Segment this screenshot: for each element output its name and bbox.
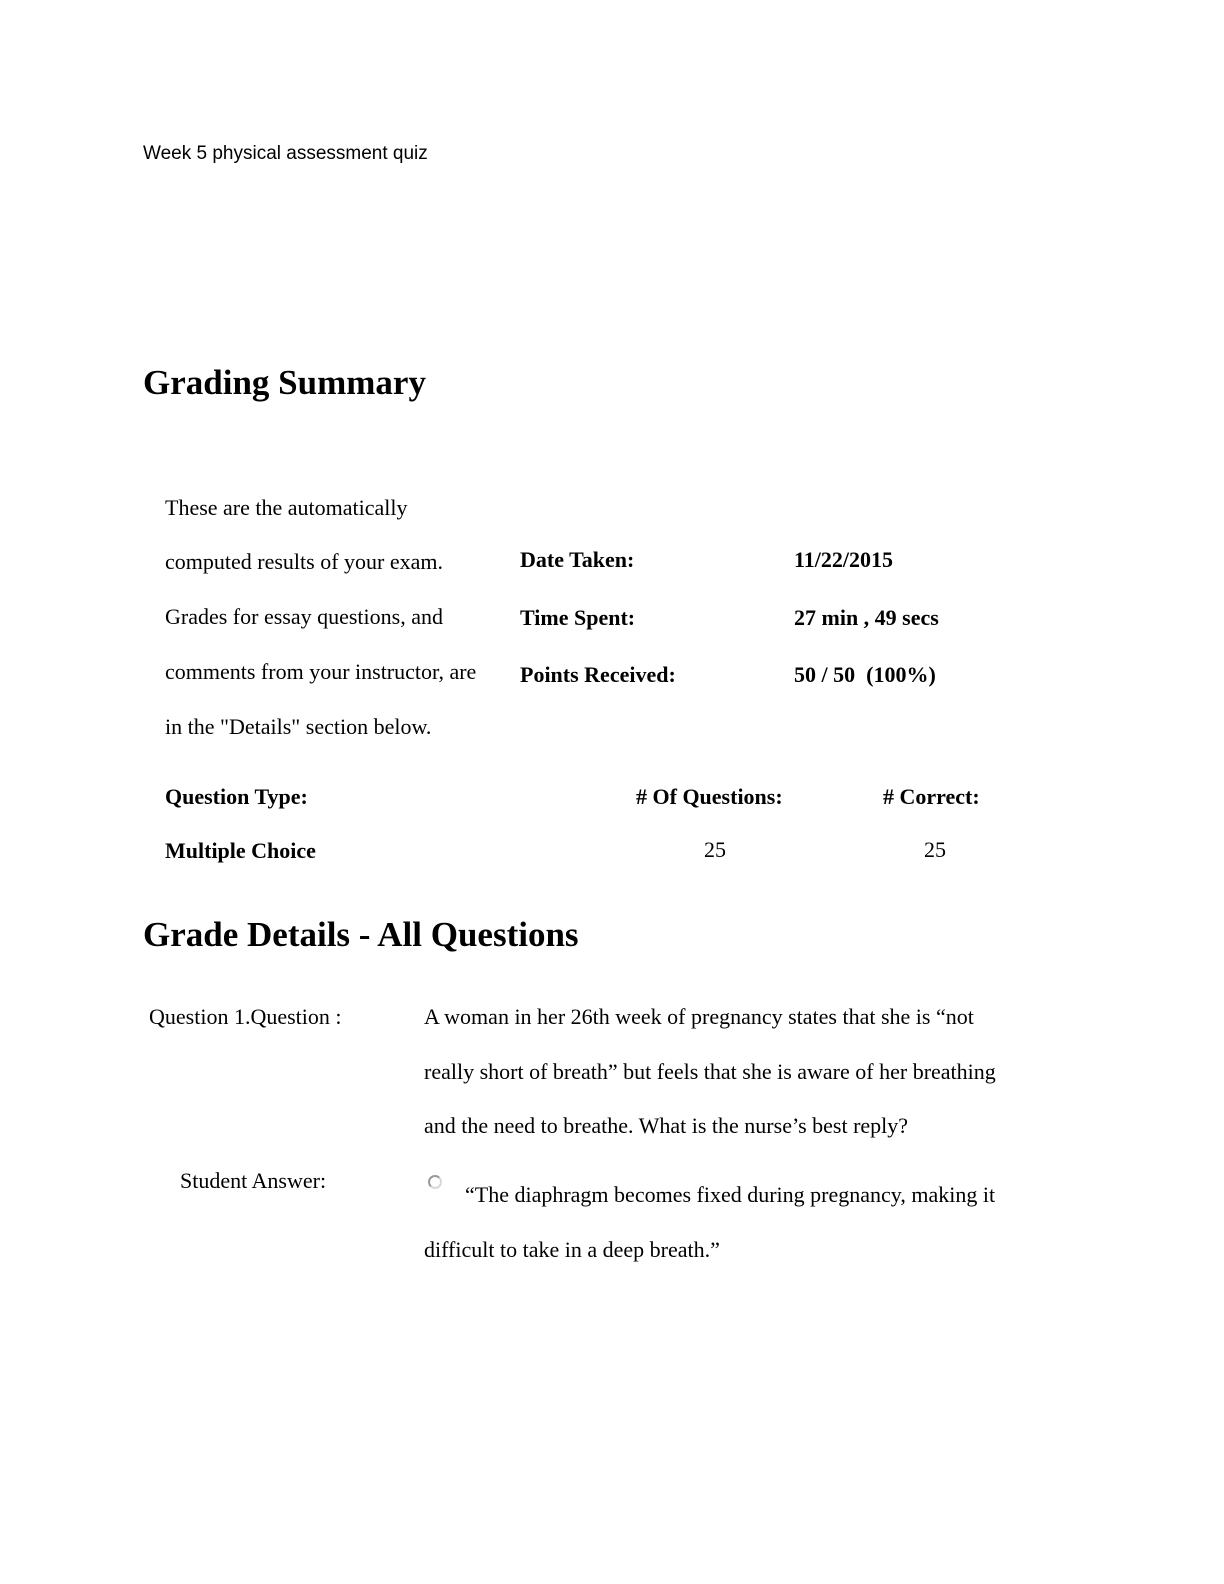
question-line: really short of breath” but feels that she is aware of her breathing [424,1059,996,1084]
date-taken-value: 11/22/2015 [794,547,894,572]
question-label: Question 1.Question : [149,1004,342,1029]
answer-line: difficult to take in a deep breath.” [424,1237,720,1262]
intro-line: in the "Details" section below. [165,714,432,739]
points-received-value: 50 / 50 (100%) [794,662,936,687]
student-answer-label: Student Answer: [180,1168,327,1193]
time-spent-label: Time Spent: [520,605,636,630]
points-received-label: Points Received: [520,662,676,687]
intro-line: Grades for essay questions, and [165,604,443,629]
intro-line: computed results of your exam. [165,549,443,574]
question-line: A woman in her 26th week of pregnancy states that she is “not [424,1004,974,1029]
table-cell-question-type: Multiple Choice [165,838,316,863]
table-header-correct: # Correct: [883,784,980,809]
table-cell-question-count: 25 [704,837,726,862]
intro-line: comments from your instructor, are [165,659,477,684]
time-spent-value: 27 min , 49 secs [794,605,939,630]
table-header-question-count: # Of Questions: [636,784,783,809]
radio-button-icon [428,1175,442,1189]
intro-line: These are the automatically [165,495,408,520]
question-line: and the need to breathe. What is the nurse’s best reply? [424,1113,909,1138]
grade-details-heading: Grade Details - All Questions [143,915,579,954]
table-cell-correct: 25 [924,837,946,862]
table-header-question-type: Question Type: [165,784,308,809]
answer-line: “The diaphragm becomes fixed during pregnancy, making it [465,1182,996,1207]
document-title: Week 5 physical assessment quiz [143,143,428,164]
date-taken-label: Date Taken: [520,547,635,572]
grading-summary-heading: Grading Summary [143,363,426,402]
